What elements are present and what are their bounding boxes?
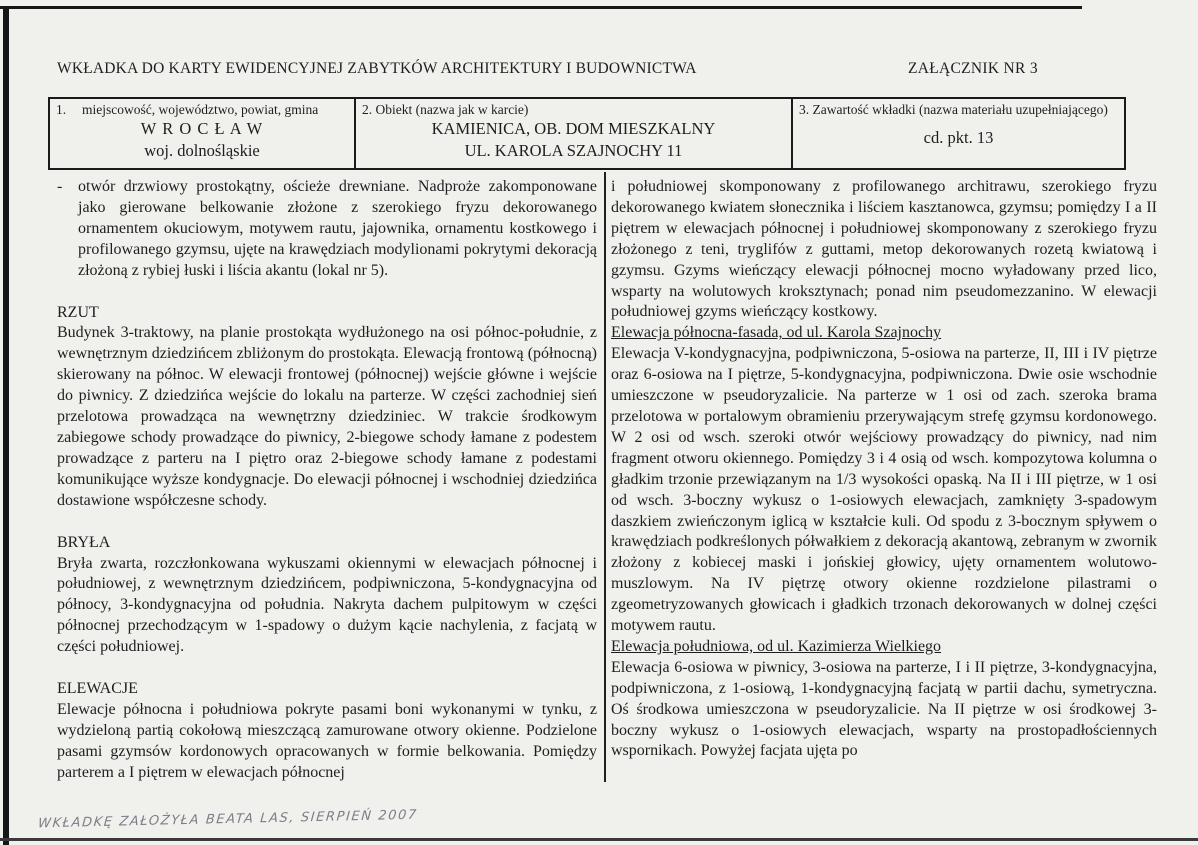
paragraph-elevation-continuation: i południowej skomponowany z profilowanego architrawu, szerokiego fryzu dekorowanego kwiatem słonecznika i liściem kasztanowca, gzymsu; pomiędzy I a II piętrem w elewacjach północnej i południowej skomponowany z szerokiego fryzu złożonego z teni, tryglifów z guttami, metop dekorowanych rozetą kwiatową i gzymsu. Gzyms wieńczący elewacji północnej mocno wyładowany przed lico, wsparty na wolutowych kroksztynach; ponad nim pseudomezzanino. W elewacji południowej gzyms wieńczący kostkowy. xyxy=(611,178,1157,321)
left-column xyxy=(57,177,604,784)
section-north-elevation xyxy=(611,323,1157,637)
identification-table xyxy=(48,97,1126,170)
cell-contents-label: 3. Zawartość wkładki (nazwa materiału uzupełniającego) xyxy=(799,102,1108,117)
section-bryla xyxy=(57,533,597,658)
section-elewacje xyxy=(57,679,597,784)
section-rzut xyxy=(57,303,597,512)
section-bryla-text: Bryła zwarta, rozczłonkowana wykuszami okiennymi w elewacjach północnej i południowej, z wewnętrznym dziedzińcem, podpiwniczona, 5-kondygnacyjna od północy, 3-kondygnacyjna od południa. Nakryta dachem pulpitowym w części północnej przechodzącym w 1-spadowy o dużym kącie nachylenia, z facjatą w części południowej. xyxy=(57,554,597,656)
table-cell-object xyxy=(354,99,791,168)
section-north-elevation-heading: Elewacja północna-fasada, od ul. Karola Szajnochy xyxy=(611,324,942,342)
paragraph-door-opening-text: otwór drzwiowy prostokątny, ościeże drewniane. Nadproże zakomponowane jako gierowane belkowanie złożone z szerokiego fryzu dekorowanego ornamentem okuciowym, motywem rautu, jajownika, ornamentu kostkowego i profilowanego gzymsu, ujęte na krawędziach modylionami pokrytymi dekoracją złożoną z rybiej łuski i liścia akantu (lokal nr 5). xyxy=(78,178,597,279)
section-rzut-text: Budynek 3-traktowy, na planie prostokąta wydłużonego na osi północ-południe, z wewnętrznym dziedzińcem zbliżonym do prostokąta. Elewacją frontową (północną) skierowany na północ. W elewacji frontowej (północnej) wejście główne i wejście do piwnicy. Z dziedzińca wejście do lokalu na parterze. W części zachodniej sień przelotowa prowadząca na wewnętrzny dziedziniec. W trakcie środkowym zabiegowe schody prowadzące do piwnicy, 2-biegowe schody łamane z podestem prowadzące z parteru na I piętro oraz 2-biegowe schody łamane z podestami komunikujące wyższe kondygnacje. Do elewacji północnej i wschodniej dziedzińca dostawione współczesne schody. xyxy=(57,324,597,509)
section-rzut-heading: RZUT xyxy=(57,303,99,321)
paragraph-door-opening xyxy=(57,177,597,282)
table-cell-location xyxy=(50,99,354,168)
table-cell-contents xyxy=(791,99,1124,168)
object-address: UL. KAROLA SZAJNOCHY 11 xyxy=(464,141,683,160)
contents-value: cd. pkt. 13 xyxy=(923,128,994,147)
section-elewacje-text: Elewacje północna i południowa pokryte pasami boni wykonanymi w tynku, z wydzieloną partią cokołową mieszczącą zamurowane otwory okienne. Podzielone pasami gzymsów kordonowych opracowanych w formie belkowania. Pomiędzy parterem a I piętrem w elewacjach północnej xyxy=(57,700,597,781)
document-title: WKŁADKA DO KARTY EWIDENCYJNEJ ZABYTKÓW ARCHITEKTURY I BUDOWNICTWA xyxy=(57,60,697,77)
scan-edge-left xyxy=(3,6,9,845)
scan-edge-top xyxy=(0,6,1082,9)
document-body xyxy=(57,177,1157,784)
right-column xyxy=(604,177,1157,784)
handwritten-note: WKŁADKĘ ZAŁOŻYŁA BEATA LAS, SIERPIEŃ 2007 xyxy=(37,807,419,832)
annex-label: ZAŁĄCZNIK NR 3 xyxy=(908,60,1038,77)
cell-location-number: 1. xyxy=(56,102,67,117)
section-north-elevation-text: Elewacja V-kondygnacyjna, podpiwniczona, 5-osiowa na parterze, II, III i IV piętrze oraz 6-osiowa na I piętrze, 5-kondygnacyjna, podpiwniczona. Dwie osie wschodnie umieszczone w pseudoryzalicie. Na parterze w 1 osi od zach. szeroka brama przelotowa w portalowym obramieniu przerywającym strefę gzymsu kordonowego. W 2 osi od wsch. szeroki otwór wejściowy prowadzący do piwnicy, nad nim fragment otworu okiennego. Pomiędzy 3 i 4 osią od wsch. kompozytowa kolumna o gładkim trzonie przewiązanym na 1/3 wysokości opaską. Na II i III piętrze, w 1 osi od wsch. 3-boczny wykusz o 1-osiowych elewacjach, zamknięty 3-spadowym daszkiem zwieńczonym iglicą w kształcie kuli. Od spodu z 3-bocznym spływem o krawędziach podkreślonych półwałkiem z dekoracją akantową, zebranym w zwornik złożony z kobiecej maski i jońskiej głowicy, ujęty ornamentem wolutowo-muszlowym. Na IV piętrzę otwory okienne rozdzielone pilastrami o zgeometryzowanych głowicach i gładkich trzonach dekorowanych w dolnej części motywem rautu. xyxy=(611,345,1157,635)
scan-edge-bottom xyxy=(0,838,1198,841)
document-header xyxy=(0,60,1198,82)
object-name: KAMIENICA, OB. DOM MIESZKALNY xyxy=(431,119,716,138)
cell-location-label-text: miejscowość, województwo, powiat, gmina xyxy=(82,102,319,117)
section-south-elevation-heading: Elewacja południowa, od ul. Kazimierza Wielkiego xyxy=(611,637,942,655)
cell-object-label: 2. Obiekt (nazwa jak w karcie) xyxy=(362,102,529,117)
city-name: W R O C Ł A W xyxy=(140,119,264,138)
cell-location-label xyxy=(56,101,348,118)
section-elewacje-heading: ELEWACJE xyxy=(57,680,138,698)
section-south-elevation-text: Elewacja 6-osiowa w piwnicy, 3-osiowa na parterze, I i II piętrze, 3-kondygnacyjna, podpiwniczona, z 1-osiową, 1-kondygnacyjną facjatą w partii dachu, symetryczna. Oś środkowa umieszczona w pseudoryzalicie. Na II piętrze w osi środkowej 3-boczny wykusz o 1-osiowych elewacjach, wsparty na prostopadłościennych wspornikach. Powyżej facjata ujęta po xyxy=(611,658,1157,760)
section-south-elevation xyxy=(611,637,1157,762)
section-bryla-heading: BRYŁA xyxy=(57,533,111,551)
bullet-dash: - xyxy=(57,178,63,195)
voivodeship-name: woj. dolnośląskie xyxy=(144,141,260,160)
